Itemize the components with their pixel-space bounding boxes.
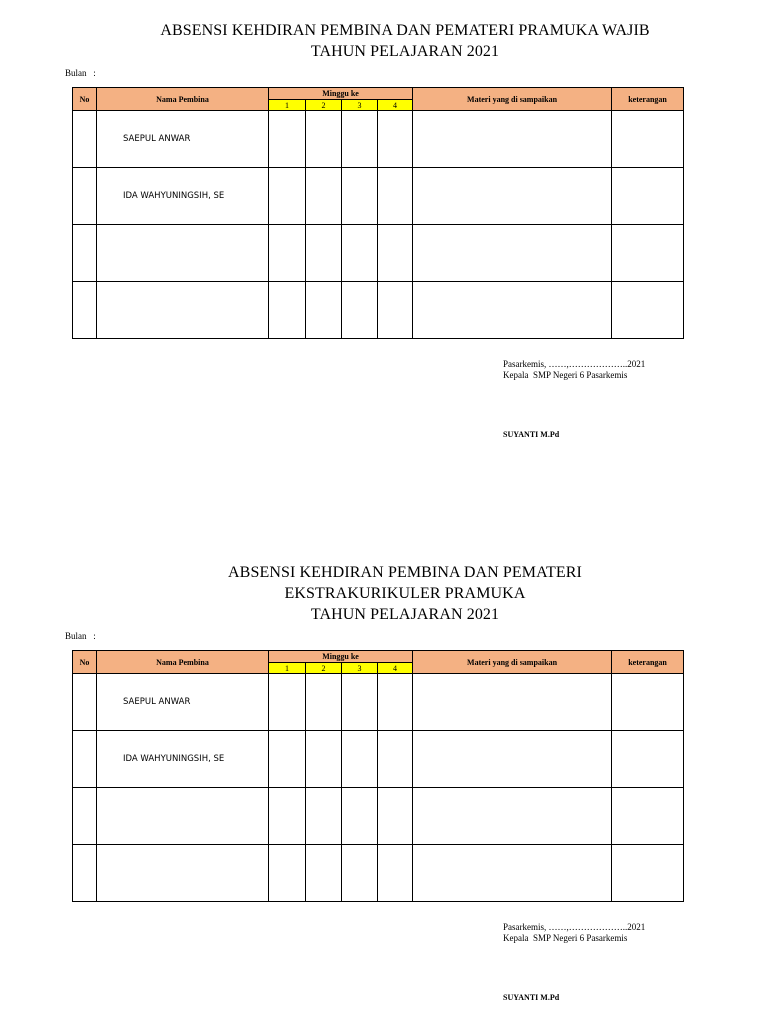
cell-materi (413, 845, 612, 902)
cell-week-3 (342, 111, 378, 168)
title-line: ABSENSI KEHDIRAN PEMBINA DAN PEMATERI PRAMUKA WAJIB (160, 22, 650, 39)
cell-week-1 (269, 282, 306, 339)
cell-week-4 (378, 845, 413, 902)
place-date: Pasarkemis, ……,………………..2021 (503, 922, 646, 932)
attendance-table (72, 87, 684, 339)
header-keterangan: keterangan (612, 88, 684, 111)
cell-week-3 (342, 225, 378, 282)
header-no: No (73, 651, 97, 674)
cell-keterangan (612, 225, 684, 282)
header-week-4: 4 (378, 663, 413, 674)
cell-week-1 (269, 168, 306, 225)
cell-no (73, 282, 97, 339)
table-row (73, 674, 684, 731)
cell-nama-pembina (97, 282, 269, 339)
cell-keterangan (612, 168, 684, 225)
table-row (73, 282, 684, 339)
cell-week-4 (378, 674, 413, 731)
cell-no (73, 731, 97, 788)
place-date: Pasarkemis, ……,………………..2021 (503, 359, 646, 369)
header-materi: Materi yang di sampaikan (413, 651, 612, 674)
cell-materi (413, 282, 612, 339)
header-minggu-ke: Minggu ke (269, 88, 413, 100)
cell-keterangan (612, 111, 684, 168)
cell-nama-pembina: SAEPUL ANWAR (97, 674, 269, 731)
cell-nama-pembina: IDA WAHYUNINGSIH, SE (97, 731, 269, 788)
cell-week-2 (306, 282, 342, 339)
cell-week-2 (306, 731, 342, 788)
signature-block (503, 922, 645, 944)
header-nama-pembina: Nama Pembina (97, 88, 269, 111)
cell-no (73, 845, 97, 902)
document-title (0, 562, 768, 625)
header-week-1: 1 (269, 100, 306, 111)
cell-materi (413, 111, 612, 168)
header-week-4: 4 (378, 100, 413, 111)
cell-nama-pembina (97, 788, 269, 845)
signer-position: Kepala SMP Negeri 6 Pasarkemis (503, 370, 628, 380)
cell-nama-pembina: IDA WAHYUNINGSIH, SE (97, 168, 269, 225)
month-label: Bulan : (65, 68, 96, 78)
cell-week-4 (378, 282, 413, 339)
header-week-1: 1 (269, 663, 306, 674)
cell-week-2 (306, 168, 342, 225)
table-row (73, 111, 684, 168)
attendance-table (72, 650, 684, 902)
cell-week-2 (306, 225, 342, 282)
cell-no (73, 674, 97, 731)
title-line: ABSENSI KEHDIRAN PEMBINA DAN PEMATERI (228, 564, 582, 581)
cell-week-1 (269, 845, 306, 902)
header-week-2: 2 (306, 663, 342, 674)
table-row (73, 225, 684, 282)
cell-week-4 (378, 168, 413, 225)
month-label: Bulan : (65, 631, 96, 641)
cell-week-3 (342, 674, 378, 731)
cell-materi (413, 168, 612, 225)
cell-week-3 (342, 282, 378, 339)
table-row (73, 788, 684, 845)
cell-week-2 (306, 111, 342, 168)
header-week-3: 3 (342, 100, 378, 111)
cell-week-1 (269, 674, 306, 731)
cell-materi (413, 731, 612, 788)
cell-week-1 (269, 225, 306, 282)
header-no: No (73, 88, 97, 111)
signature-block (503, 359, 645, 381)
title-line: EKSTRAKURIKULER PRAMUKA (284, 585, 526, 602)
cell-nama-pembina (97, 845, 269, 902)
title-line: TAHUN PELAJARAN 2021 (310, 606, 500, 623)
cell-week-1 (269, 111, 306, 168)
header-keterangan: keterangan (612, 651, 684, 674)
cell-no (73, 788, 97, 845)
signer-name: SUYANTI M.Pd (503, 993, 560, 1002)
header-materi: Materi yang di sampaikan (413, 88, 612, 111)
header-nama-pembina: Nama Pembina (97, 651, 269, 674)
cell-nama-pembina (97, 225, 269, 282)
header-week-3: 3 (342, 663, 378, 674)
signer-name: SUYANTI M.Pd (503, 430, 560, 439)
document-title (0, 20, 768, 62)
header-minggu-ke: Minggu ke (269, 651, 413, 663)
header-week-2: 2 (306, 100, 342, 111)
cell-week-3 (342, 168, 378, 225)
cell-week-3 (342, 845, 378, 902)
cell-keterangan (612, 282, 684, 339)
cell-week-4 (378, 731, 413, 788)
signer-position: Kepala SMP Negeri 6 Pasarkemis (503, 933, 628, 943)
cell-week-4 (378, 225, 413, 282)
cell-week-2 (306, 788, 342, 845)
cell-week-3 (342, 731, 378, 788)
cell-materi (413, 225, 612, 282)
cell-week-4 (378, 788, 413, 845)
cell-week-2 (306, 845, 342, 902)
cell-week-1 (269, 731, 306, 788)
cell-week-3 (342, 788, 378, 845)
cell-nama-pembina: SAEPUL ANWAR (97, 111, 269, 168)
cell-materi (413, 788, 612, 845)
cell-no (73, 225, 97, 282)
cell-keterangan (612, 731, 684, 788)
title-line: TAHUN PELAJARAN 2021 (310, 43, 500, 60)
cell-keterangan (612, 674, 684, 731)
cell-no (73, 168, 97, 225)
cell-keterangan (612, 845, 684, 902)
table-row (73, 168, 684, 225)
cell-no (73, 111, 97, 168)
table-row (73, 845, 684, 902)
cell-week-2 (306, 674, 342, 731)
cell-week-1 (269, 788, 306, 845)
cell-materi (413, 674, 612, 731)
table-row (73, 731, 684, 788)
cell-week-4 (378, 111, 413, 168)
cell-keterangan (612, 788, 684, 845)
